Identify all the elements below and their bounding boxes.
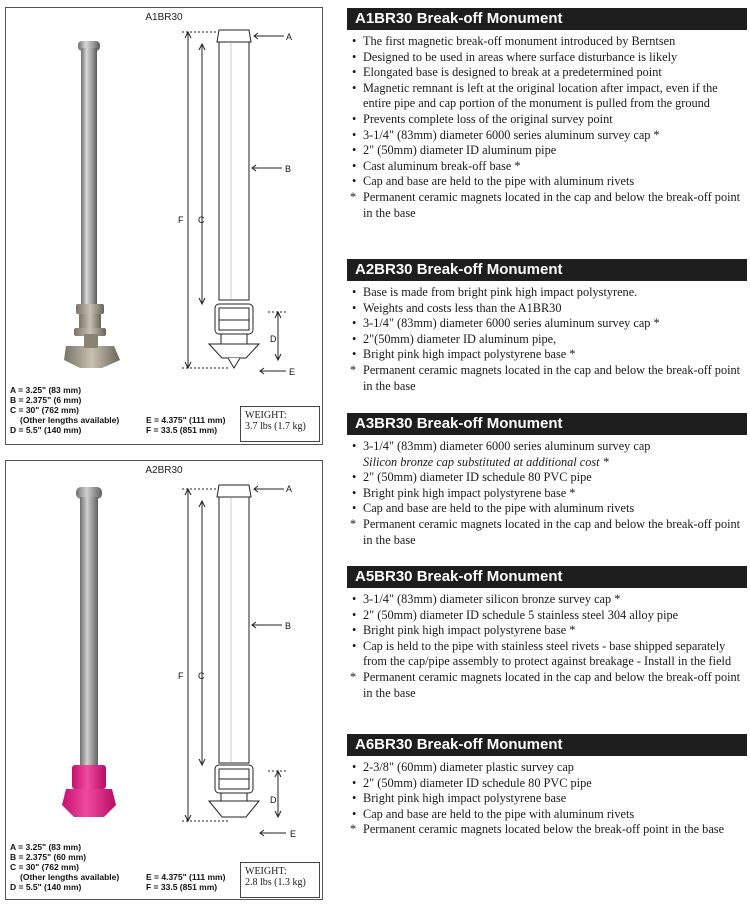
label-d: D [270,795,277,805]
spec-a: A = 3.25" (83 mm) [10,385,82,395]
label-e: E [290,829,297,839]
list-item: • 3-1/4" (83mm) diameter 6000 series aluminum survey cap Silicon bronze cap substituted at additional cost * [352,439,651,469]
list-item: • Base is made from bright pink high impact polystyrene. [352,285,638,299]
section-a1br30 [347,8,747,221]
list-item: • Bright pink high impact polystyrene base [352,791,567,806]
dimension-specs [10,385,119,435]
spec-e: E = 4.375" (111 mm) [146,415,226,425]
label-b: B [285,164,292,174]
list-item: • Bright pink high impact polystyrene base * [352,623,576,638]
feature-list [347,592,747,701]
spec-e: E = 4.375" (111 mm) [146,872,226,882]
list-item: • Cap and base are held to the pipe with aluminum rivets [352,806,635,821]
dimension-specs-right [146,415,225,435]
section-a2br30 [347,259,747,394]
spec-d: D = 5.5" (140 mm) [10,425,82,435]
magnet-note: * Permanent ceramic magnets located in the cap and below the break-off point in the base [350,189,741,220]
label-f: F [178,671,184,681]
list-item: • Weights and costs less than the A1BR30 [352,300,562,315]
spec-c-note: (Other lengths available) [20,415,120,425]
weight-box [240,862,320,898]
label-c: C [198,215,205,225]
weight-box [240,406,320,442]
dimension-specs [10,842,119,892]
section-a6br30 [347,734,747,838]
label-e: E [289,367,296,377]
list-item: • Cast aluminum break-off base * [352,158,521,173]
spec-c: C = 30" (762 mm) [10,862,79,872]
feature-list [347,439,747,548]
label-f: F [178,215,184,225]
weight-value: 3.7 lbs (1.7 kg) [245,421,306,432]
dimension-specs-right [146,872,225,892]
list-item: • 2" (50mm) diameter ID schedule 80 PVC pipe [352,775,592,790]
spec-f: F = 33.5 (851 mm) [146,882,218,892]
spec-c-note: (Other lengths available) [20,872,120,882]
feature-list [347,34,747,221]
list-item: • 2" (50mm) diameter ID schedule 80 PVC pipe [352,470,592,485]
section-title: A6BR30 Break-off Monument [347,734,747,756]
list-item: • Cap and base are held to the pipe with aluminum rivets [352,501,635,516]
section-title: A1BR30 Break-off Monument [347,8,747,30]
spec-c: C = 30" (762 mm) [10,405,79,415]
list-item: • 2-3/8" (60mm) diameter plastic survey cap [352,760,574,774]
spec-b: B = 2.375" (60 mm) [10,852,87,862]
label-c: C [198,671,205,681]
spec-a: A = 3.25" (83 mm) [10,842,82,852]
product-panel-a2br30 [5,460,323,900]
list-item: • Bright pink high impact polystyrene base * [352,347,576,362]
list-item: • 3-1/4" (83mm) diameter silicon bronze survey cap * [352,592,621,606]
spec-b: B = 2.375" (6 mm) [10,395,82,405]
section-title: A3BR30 Break-off Monument [347,413,747,435]
weight-label: WEIGHT: [245,866,287,877]
label-a: A [286,32,293,42]
magnet-note: * Permanent ceramic magnets located in the cap and below the break-off point in the base [350,362,741,393]
panel-label: A2BR30 [145,465,183,476]
cap-substitution-note: Silicon bronze cap substituted at additional cost * [363,454,609,469]
list-item: • Bright pink high impact polystyrene base * [352,485,576,500]
list-item: • Prevents complete loss of the original survey point [352,111,613,126]
list-item: • Elongated base is designed to break at a predetermined point [352,65,662,80]
dimension-drawing [6,461,324,841]
list-item: • 3-1/4" (83mm) diameter 6000 series aluminum survey cap * [352,316,660,331]
spec-d: D = 5.5" (140 mm) [10,882,82,892]
label-a: A [286,484,293,494]
list-item: • The first magnetic break-off monument introduced by Berntsen [352,34,676,48]
weight-label: WEIGHT: [245,410,287,421]
magnet-note: * Permanent ceramic magnets located in the cap and below the break-off point in the base [350,516,741,547]
list-item: • Cap and base are held to the pipe with aluminum rivets [352,174,635,189]
label-d: D [270,334,277,344]
section-title: A2BR30 Break-off Monument [347,259,747,281]
magnet-note: * Permanent ceramic magnets located below the break-off point in the base [350,822,725,837]
label-b: B [285,621,292,631]
list-item: • 2" (50mm) diameter ID aluminum pipe [352,143,557,158]
list-item: • Designed to be used in areas where surface disturbance is likely [352,49,678,64]
section-a3br30 [347,413,747,548]
panel-label: A1BR30 [145,12,183,23]
magnet-note: * Permanent ceramic magnets located in the cap and below the break-off point in the base [350,669,741,700]
feature-list [347,760,747,838]
list-item: • Cap is held to the pipe with stainless steel rivets - base shipped separately from the cap/pipe assembly to protect against breakage - Install in the field [352,638,732,669]
section-title: A5BR30 Break-off Monument [347,566,747,588]
list-item: • Magnetic remnant is left at the original location after impact, even if the entire pipe and cap portion of the monument is pulled from the ground [352,80,718,111]
section-a5br30 [347,566,747,701]
feature-list [347,285,747,394]
product-panel-a1br30 [5,7,323,445]
weight-value: 2.8 lbs (1.3 kg) [245,877,306,888]
spec-f: F = 33.5 (851 mm) [146,425,218,435]
dimension-drawing [6,8,324,388]
list-item: • 3-1/4" (83mm) diameter 6000 series aluminum survey cap * [352,127,660,142]
list-item: • 2"(50mm) diameter ID aluminum pipe, [352,331,557,346]
list-item: • 2" (50mm) diameter ID schedule 5 stainless steel 304 alloy pipe [352,607,679,622]
